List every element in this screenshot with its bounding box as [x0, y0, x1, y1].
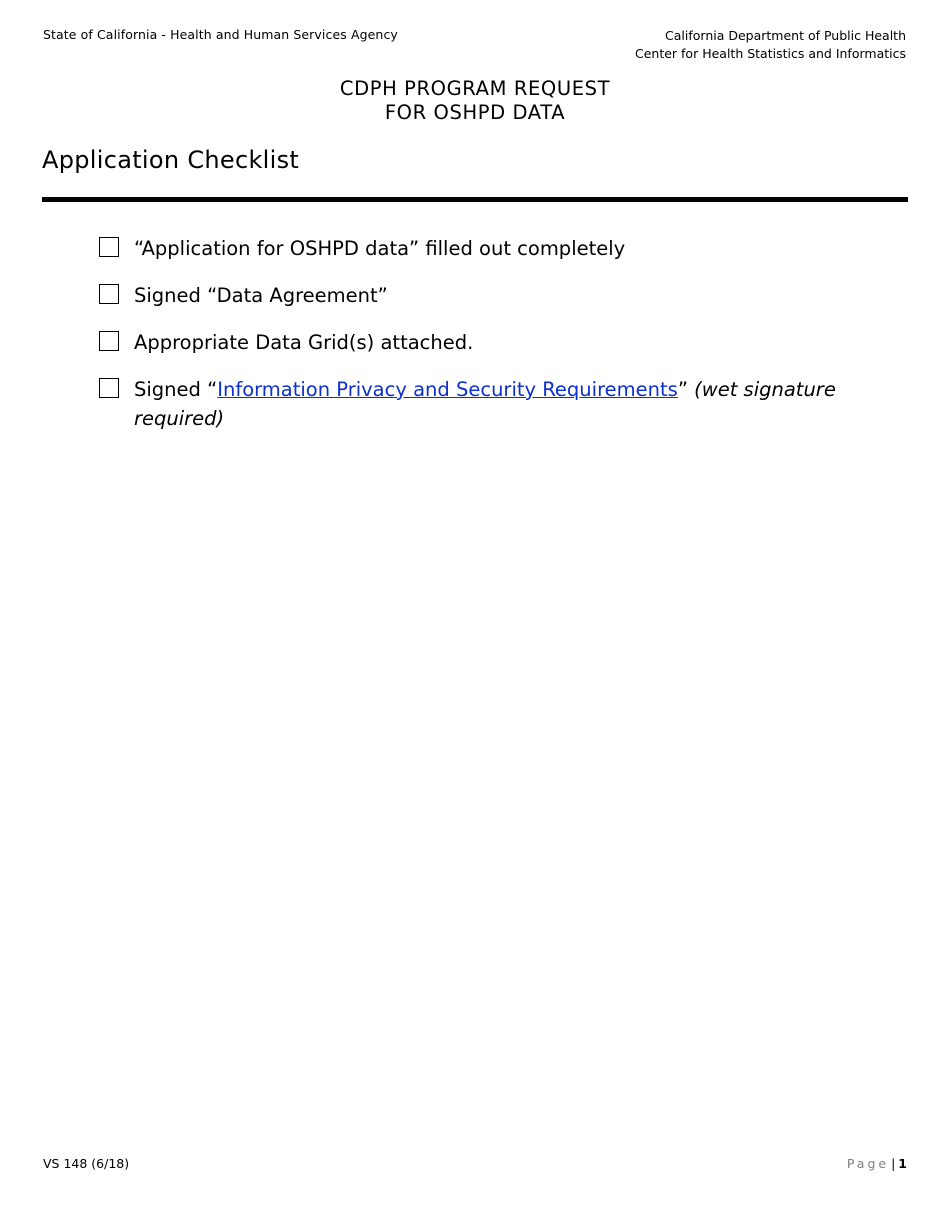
agency-name: State of California - Health and Human Services Agency [43, 27, 398, 42]
checkbox-application[interactable] [99, 237, 119, 257]
checklist-item-label: Appropriate Data Grid(s) attached. [134, 331, 474, 354]
document-title [0, 77, 950, 125]
checkbox-data-agreement[interactable] [99, 284, 119, 304]
department-block [635, 27, 906, 63]
section-heading: Application Checklist [42, 146, 300, 174]
page-number: 1 [898, 1156, 907, 1171]
department-name: California Department of Public Health [665, 28, 906, 43]
wet-signature-note: (wet signature required) [134, 378, 836, 430]
checkbox-privacy-security[interactable] [99, 378, 119, 398]
checklist-item-application [99, 234, 859, 263]
document-title-line-2: FOR OSHPD DATA [384, 101, 566, 124]
page-label: Page [846, 1156, 890, 1171]
checklist-item-data-agreement [99, 281, 859, 310]
checklist-item-label: Signed “Data Agreement” [134, 284, 388, 307]
checkbox-data-grid[interactable] [99, 331, 119, 351]
page-indicator [847, 1156, 907, 1171]
checklist-item-label: “Application for OSHPD data” filled out completely [134, 237, 626, 260]
heading-divider [42, 197, 908, 202]
form-identifier: VS 148 (6/18) [43, 1156, 130, 1171]
checklist-item-data-grid [99, 328, 859, 357]
checklist-item-prefix: Signed “ [134, 378, 218, 401]
checklist-item-suffix: ” [677, 378, 695, 401]
center-name: Center for Health Statistics and Informatics [634, 46, 906, 61]
application-checklist [99, 234, 859, 451]
privacy-security-requirements-link[interactable]: Information Privacy and Security Requirements [217, 378, 678, 401]
page-separator: | [891, 1156, 896, 1171]
checklist-item-privacy-security [99, 375, 859, 433]
document-title-line-1: CDPH PROGRAM REQUEST [339, 77, 611, 100]
